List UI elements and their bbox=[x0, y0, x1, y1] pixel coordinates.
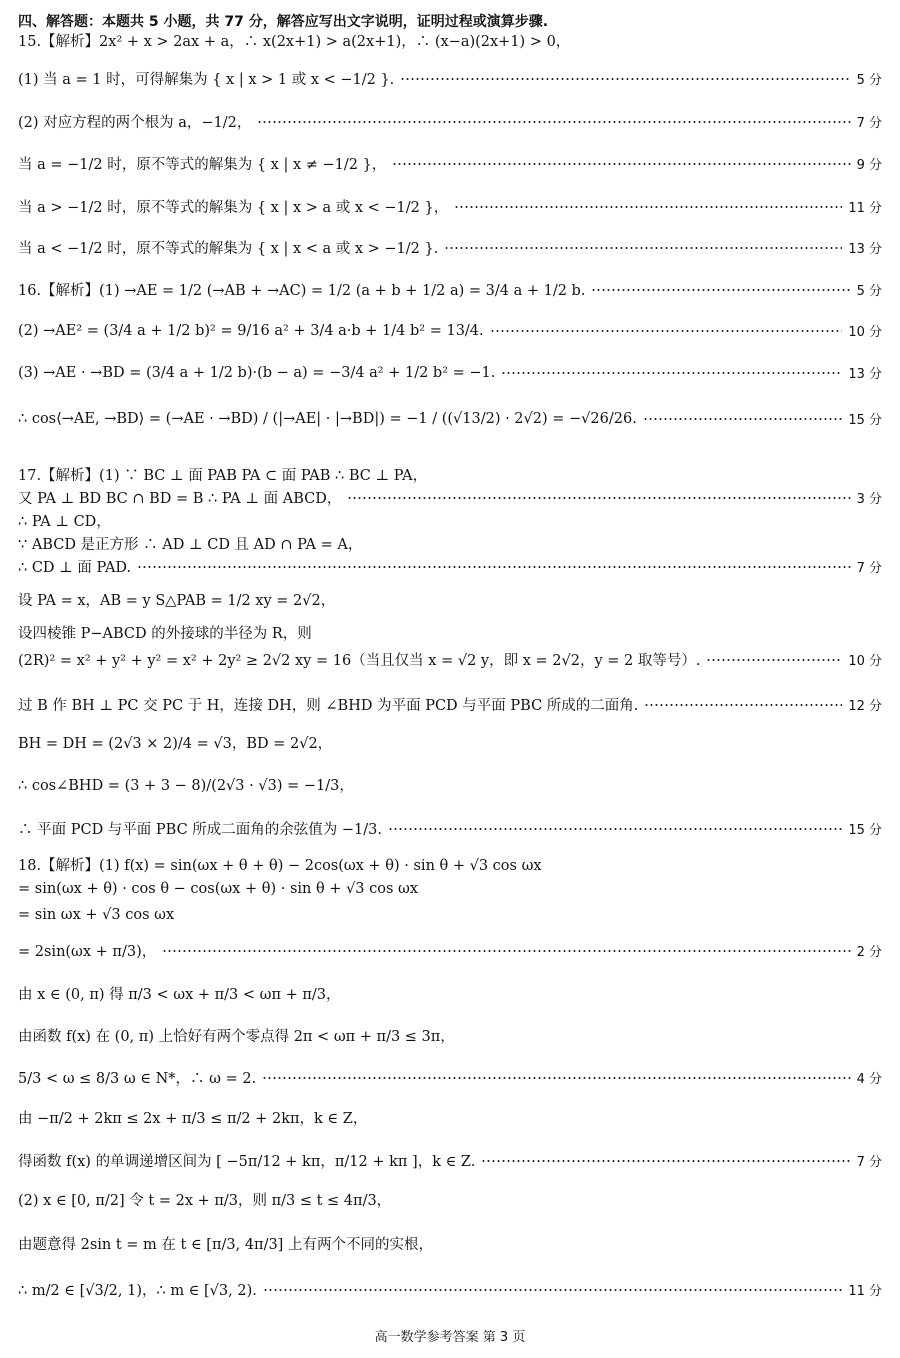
answer-text: 18.【解析】(1) f(x) = sin(ωx + θ + θ) − 2cos(ωx + θ) · sin θ + √3 cos ωx bbox=[18, 858, 542, 874]
page-footer: 高一数学参考答案 第 3 页 bbox=[374, 1330, 526, 1345]
answer-text: 由 x ∈ (0, π) 得 π/3 < ωx + π/3 < ωπ + π/3， bbox=[18, 987, 341, 1003]
answer-line bbox=[18, 1189, 882, 1210]
answer-line bbox=[18, 556, 882, 577]
dot-leader bbox=[263, 1289, 842, 1291]
answer-line bbox=[18, 111, 882, 132]
answer-text: (1) 当 a = 1 时，可得解集为 { x | x > 1 或 x < −1/2 }. bbox=[18, 72, 395, 88]
answer-text: ∵ ABCD 是正方形 ∴ AD ⊥ CD 且 AD ∩ PA = A， bbox=[18, 537, 363, 553]
answer-text: (2R)² = x² + y² + y² = x² + 2y² ≥ 2√2 xy = 16（当且仅当 x = √2 y，即 x = 2√2，y = 2 取等号）. bbox=[18, 653, 701, 669]
answer-text: ∴ cos⟨→AE, →BD⟩ = (→AE · →BD) / (|→AE| · |→BD|) = −1 / ((√13/2) · 2√2) = −√26/26. bbox=[18, 410, 637, 427]
answer-line bbox=[18, 881, 882, 897]
answer-line bbox=[18, 1279, 882, 1300]
answer-line bbox=[18, 1150, 882, 1171]
score-points: 4 分 bbox=[856, 1072, 882, 1087]
dot-leader bbox=[644, 704, 842, 706]
answer-text: (2) →AE² = (3/4 a + 1/2 b)² = 9/16 a² + 3/4 a·b + 1/4 b² = 13/4. bbox=[18, 322, 484, 339]
answer-text: 过 B 作 BH ⊥ PC 交 PC 于 H，连接 DH，则 ∠BHD 为平面 PCD 与平面 PBC 所成的二面角. bbox=[18, 698, 639, 714]
dot-leader bbox=[591, 289, 850, 291]
dot-leader bbox=[501, 372, 842, 374]
answer-line bbox=[18, 1107, 882, 1128]
answer-text: 16.【解析】(1) →AE = 1/2 (→AB + →AC) = 1/2 (a + b + 1/2 a) = 3/4 a + 1/2 b. bbox=[18, 283, 586, 299]
answer-text: ∴ cos∠BHD = (3 + 3 − 8)/(2√3 · √3) = −1/3， bbox=[18, 778, 354, 794]
answer-line bbox=[18, 907, 882, 923]
answer-line bbox=[18, 409, 882, 428]
dot-leader bbox=[481, 1160, 850, 1162]
dot-leader bbox=[262, 1077, 850, 1079]
score-points: 10 分 bbox=[848, 654, 882, 669]
dot-leader bbox=[388, 828, 842, 830]
answer-line bbox=[18, 940, 882, 961]
answer-text: = 2sin(ωx + π/3)， bbox=[18, 944, 157, 960]
score-points: 12 分 bbox=[848, 699, 882, 714]
answer-line bbox=[18, 487, 882, 508]
answer-line bbox=[18, 694, 882, 715]
answer-text: (3) →AE · →BD = (3/4 a + 1/2 b)·(b − a) = −3/4 a² + 1/2 b² = −1. bbox=[18, 364, 496, 381]
dot-leader bbox=[400, 78, 850, 80]
answer-text: (2) x ∈ [0, π/2] 令 t = 2x + π/3，则 π/3 ≤ t ≤ 4π/3， bbox=[18, 1193, 392, 1209]
answer-line bbox=[18, 854, 882, 875]
answer-line bbox=[18, 533, 882, 554]
score-points: 9 分 bbox=[856, 158, 882, 173]
answer-text: (2) 对应方程的两个根为 a，−1/2， bbox=[18, 115, 252, 131]
answer-line bbox=[18, 1025, 882, 1046]
answer-text: = sin ωx + √3 cos ωx bbox=[18, 907, 175, 923]
dot-leader bbox=[162, 950, 850, 952]
answer-text: ∴ CD ⊥ 面 PAD. bbox=[18, 560, 132, 576]
score-points: 15 分 bbox=[848, 413, 882, 428]
answer-text: ∴ m/2 ∈ [√3/2, 1)，∴ m ∈ [√3, 2). bbox=[18, 1283, 257, 1299]
dot-leader bbox=[643, 418, 843, 420]
answer-line bbox=[18, 774, 882, 795]
answer-line bbox=[18, 589, 882, 610]
answer-line bbox=[18, 279, 882, 300]
answer-text: BH = DH = (2√3 × 2)/4 = √3，BD = 2√2， bbox=[18, 736, 333, 752]
answer-text: 设 PA = x，AB = y S△PAB = 1/2 xy = 2√2， bbox=[18, 593, 336, 609]
dot-leader bbox=[706, 659, 842, 661]
score-points: 13 分 bbox=[848, 242, 882, 257]
score-points: 5 分 bbox=[856, 284, 882, 299]
answer-line bbox=[18, 153, 882, 174]
score-points: 11 分 bbox=[848, 1284, 882, 1299]
score-points: 11 分 bbox=[848, 201, 882, 216]
score-points: 5 分 bbox=[856, 73, 882, 88]
answer-text: 由函数 f(x) 在 (0, π) 上恰好有两个零点得 2π < ωπ + π/3 ≤ 3π， bbox=[18, 1029, 455, 1045]
answer-line bbox=[18, 321, 882, 340]
answer-line bbox=[18, 237, 882, 258]
answer-line bbox=[18, 622, 882, 643]
score-points: 10 分 bbox=[848, 325, 882, 340]
dot-leader bbox=[490, 330, 843, 332]
answer-line bbox=[18, 1233, 882, 1254]
answer-text: 设四棱锥 P−ABCD 的外接球的半径为 R，则 bbox=[18, 626, 312, 642]
answer-text: 得函数 f(x) 的单调递增区间为 [ −5π/12 + kπ，π/12 + kπ ]，k ∈ Z. bbox=[18, 1154, 476, 1170]
answer-line bbox=[18, 363, 882, 382]
score-points: 7 分 bbox=[856, 1155, 882, 1170]
answer-text: 5/3 < ω ≤ 8/3 ω ∈ N*，∴ ω = 2. bbox=[18, 1071, 257, 1087]
answer-line bbox=[18, 196, 882, 217]
answer-text: 17.【解析】(1) ∵ BC ⊥ 面 PAB PA ⊂ 面 PAB ∴ BC ⊥ PA， bbox=[18, 468, 428, 484]
answer-text: 由 −π/2 + 2kπ ≤ 2x + π/3 ≤ π/2 + 2kπ，k ∈ Z， bbox=[18, 1111, 368, 1127]
score-points: 13 分 bbox=[848, 367, 882, 382]
score-points: 7 分 bbox=[856, 561, 882, 576]
answer-text: ∴ PA ⊥ CD， bbox=[18, 514, 111, 530]
dot-leader bbox=[444, 247, 842, 249]
answer-line bbox=[18, 818, 882, 839]
answer-text: ∴ 平面 PCD 与平面 PBC 所成二面角的余弦值为 −1/3. bbox=[18, 822, 382, 838]
answer-line bbox=[18, 1067, 882, 1088]
answer-text: 由题意得 2sin t = m 在 t ∈ [π/3, 4π/3] 上有两个不同的实根， bbox=[18, 1237, 433, 1253]
section-title: 四、解答题：本题共 5 小题，共 77 分，解答应写出文字说明，证明过程或演算步骤. bbox=[18, 14, 549, 30]
answer-text: 当 a < −1/2 时，原不等式的解集为 { x | x < a 或 x > −1/2 }. bbox=[18, 241, 439, 257]
answer-line bbox=[18, 68, 882, 89]
answer-line bbox=[18, 510, 882, 531]
answer-text: 当 a = −1/2 时，原不等式的解集为 { x | x ≠ −1/2 }， bbox=[18, 157, 387, 173]
answer-line bbox=[18, 732, 882, 753]
dot-leader bbox=[347, 497, 850, 499]
score-points: 3 分 bbox=[856, 492, 882, 507]
score-points: 2 分 bbox=[856, 945, 882, 960]
dot-leader bbox=[137, 566, 850, 568]
score-points: 15 分 bbox=[848, 823, 882, 838]
answer-text: = sin(ωx + θ) · cos θ − cos(ωx + θ) · sin θ + √3 cos ωx bbox=[18, 881, 419, 897]
dot-leader bbox=[257, 121, 850, 123]
answer-line bbox=[18, 983, 882, 1004]
answer-line bbox=[18, 649, 882, 670]
answer-text: 15.【解析】2x² + x > 2ax + a，∴ x(2x+1) > a(2x+1)，∴ (x−a)(2x+1) > 0， bbox=[18, 34, 571, 50]
answer-line bbox=[18, 464, 882, 485]
answer-line bbox=[18, 30, 882, 51]
answer-text: 当 a > −1/2 时，原不等式的解集为 { x | x > a 或 x < −1/2 }， bbox=[18, 200, 449, 216]
answer-text: 又 PA ⊥ BD BC ∩ BD = B ∴ PA ⊥ 面 ABCD， bbox=[18, 491, 342, 507]
score-points: 7 分 bbox=[856, 116, 882, 131]
dot-leader bbox=[454, 206, 842, 208]
dot-leader bbox=[392, 163, 850, 165]
